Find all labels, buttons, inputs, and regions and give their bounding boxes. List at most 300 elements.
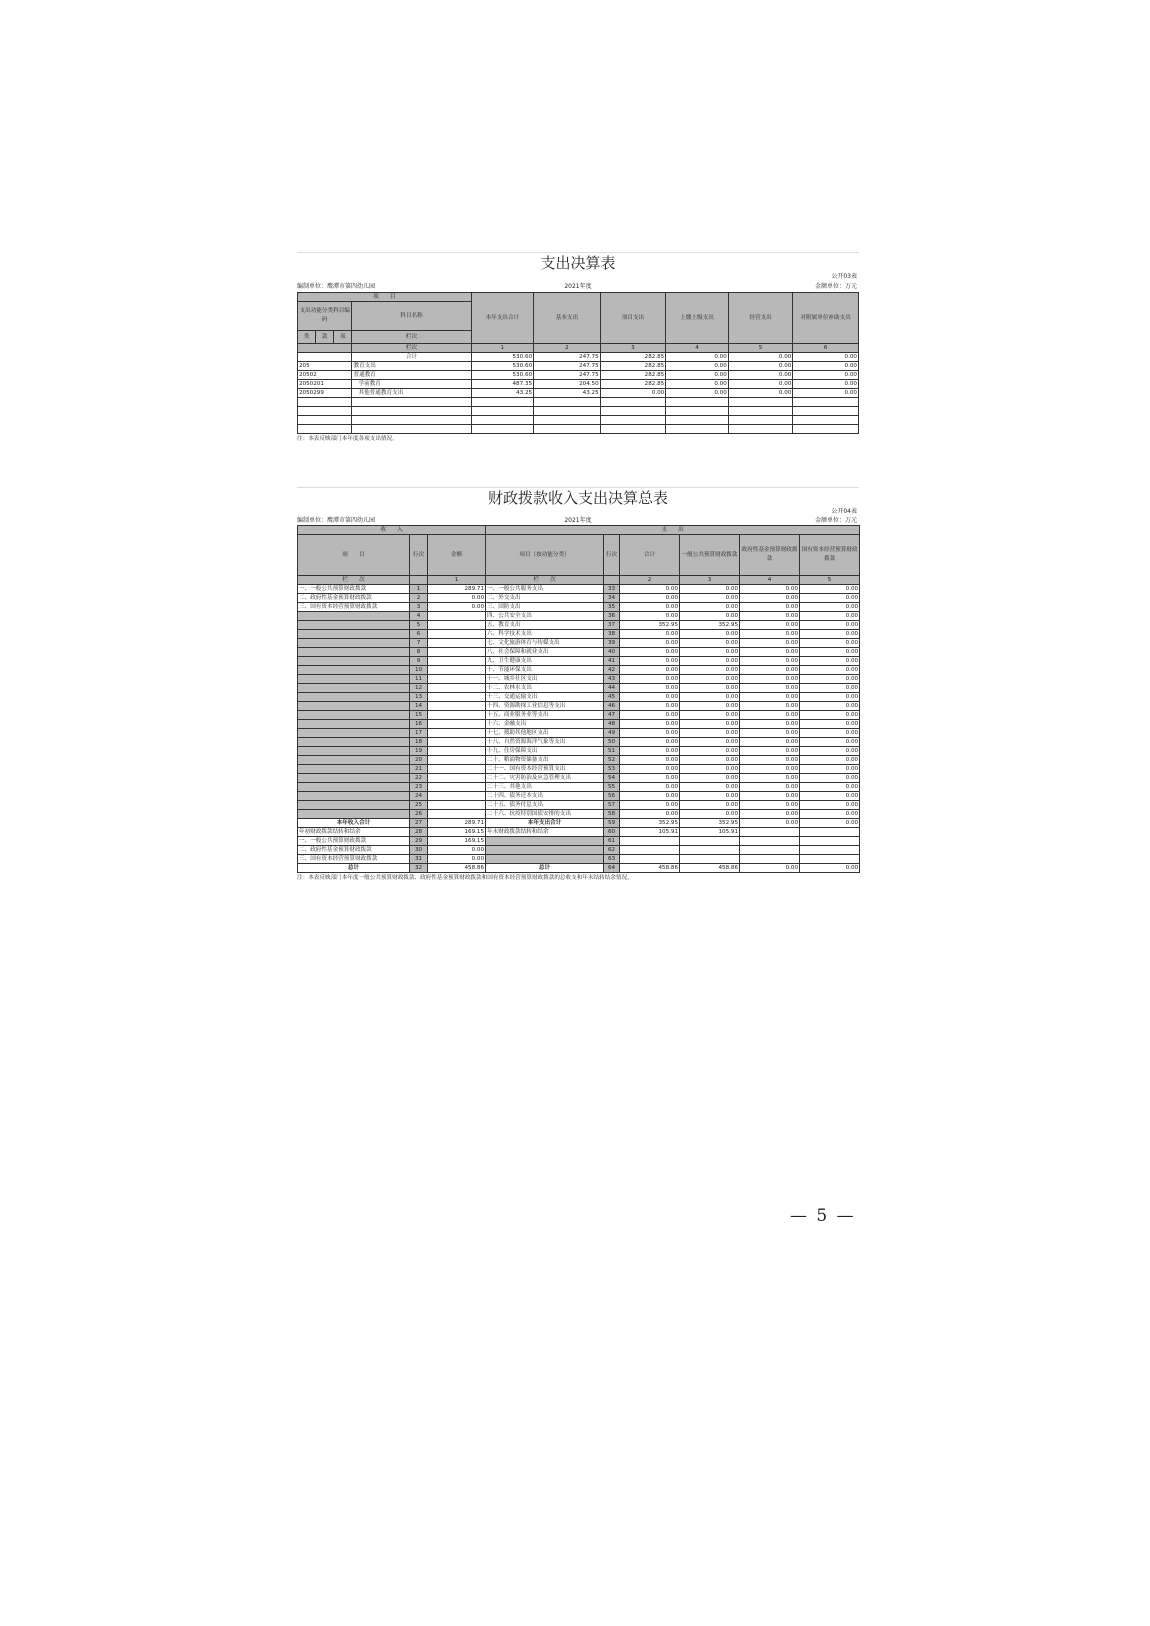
table-cell: 0.00 [620,630,680,639]
table-cell [298,711,410,720]
table-cell: 0.00 [800,621,860,630]
table-cell: 七、文化旅游体育与传媒支出 [486,639,604,648]
table-cell [428,720,486,729]
table-cell: 0.00 [620,792,680,801]
table-cell: 0.00 [740,639,800,648]
table-row [298,594,860,603]
table-cell: 0.00 [620,810,680,819]
table-cell [428,801,486,810]
table-row [298,675,860,684]
expenditure-table [297,292,859,434]
table-cell: 48 [604,720,620,729]
table-cell: 0.00 [740,792,800,801]
table-cell: 二十二、灾害防治及应急管理支出 [486,774,604,783]
table-cell: 39 [604,639,620,648]
table-cell: 十九、住房保障支出 [486,747,604,756]
table-row [298,810,860,819]
compiling-unit: 编制单位：鹰潭市第四幼儿园 [297,283,376,290]
table-cell: 52 [604,756,620,765]
table-cell: 一、一般公共预算财政拨款 [298,585,410,594]
table-cell: 0.00 [740,729,800,738]
table-cell: 289.71 [428,585,486,594]
carry-over-row: 年初财政拨款结转和结余 28 169.15 年末财政拨款结转和结余 60 105.91 105.91 [298,828,860,837]
table-cell [298,765,410,774]
header-code: 支出功能分类科目编码 [298,302,352,331]
table-cell: 37 [604,621,620,630]
table-row: 2050201 学前教育 487.35 204.50 282.85 0.00 0.00 0.00 [299,381,857,387]
table-cell: 34 [604,594,620,603]
table-cell: 0.00 [740,621,800,630]
table-cell: 0.00 [680,693,740,702]
table-cell [298,621,410,630]
header-amount: 金额 [428,535,486,576]
table-cell: 二、外交支出 [486,594,604,603]
table-cell: 0.00 [740,594,800,603]
table-cell: 51 [604,747,620,756]
table-row [298,792,860,801]
table-cell: 二十一、国有资本经营预算支出 [486,765,604,774]
table-cell [298,684,410,693]
header-col: 一般公共预算财政拨款 [680,535,740,576]
table-cell: 二十六、抗疫特别国债安排的支出 [486,810,604,819]
header-col: 项目支出 [600,293,666,344]
table-row [298,621,860,630]
table-row: 205 教育支出 530.60 247.75 282.85 0.00 0.00 0.00 [299,363,857,369]
table-cell: 0.00 [740,711,800,720]
table-cell: 0.00 [680,792,740,801]
money-unit: 金额单位：万元 [814,283,857,290]
table-cell: 0.00 [800,603,860,612]
table-cell: 0.00 [800,693,860,702]
table-cell: 0.00 [740,612,800,621]
table-cell: 38 [604,630,620,639]
table-cell: 0.00 [620,666,680,675]
fiscal-allocation-summary [297,487,859,883]
table-cell: 26 [410,810,428,819]
table-cell: 56 [604,792,620,801]
table-cell: 九、卫生健康支出 [486,657,604,666]
table-cell: 49 [604,729,620,738]
table-cell: 1 [410,585,428,594]
fiscal-year: 2021年度 [564,517,592,524]
table-cell: 0.00 [620,585,680,594]
table-cell [428,783,486,792]
header-col: 基本支出 [534,293,601,344]
table-cell: 36 [604,612,620,621]
table-title: 财政拨款收入支出决算总表 [297,487,859,508]
table-cell: 0.00 [800,774,860,783]
table-cell: 0.00 [800,765,860,774]
table-cell: 二十四、债务还本支出 [486,792,604,801]
table-cell: 9 [410,657,428,666]
table-cell: 43 [604,675,620,684]
table-cell [428,675,486,684]
table-cell [428,756,486,765]
column-number-row: 栏次 1 2 3 4 5 6 [298,344,859,353]
table-cell: 0.00 [740,783,800,792]
lanci-label: 栏次 [352,344,471,353]
table-cell: 五、教育支出 [486,621,604,630]
table-title: 支出决算表 [297,252,859,273]
table-note: 注：本表反映部门本年度各项支出情况。 [297,436,398,442]
table-cell: 33 [604,585,620,594]
table-cell: 50 [604,738,620,747]
table-cell [298,756,410,765]
table-cell [298,693,410,702]
table-cell: 0.00 [740,648,800,657]
table-cell: 0.00 [740,702,800,711]
table-cell: 0.00 [620,648,680,657]
sub-row: 一、一般公共预算财政拨款 29 169.15 61 [298,837,860,846]
table-cell: 0.00 [620,783,680,792]
table-cell: 0.00 [800,684,860,693]
table-cell: 0.00 [620,711,680,720]
table-cell: 0.00 [620,765,680,774]
table-cell [428,639,486,648]
table-row [298,756,860,765]
table-cell: 13 [410,693,428,702]
table-cell: 0.00 [800,630,860,639]
table-cell: 11 [410,675,428,684]
table-cell [428,747,486,756]
table-cell: 0.00 [680,666,740,675]
table-cell: 0.00 [740,810,800,819]
table-cell: 三、国有资本经营预算财政拨款 [298,603,410,612]
table-row [298,585,860,594]
table-cell: 0.00 [620,774,680,783]
table-row [298,729,860,738]
table-row [298,639,860,648]
table-cell: 0.00 [740,801,800,810]
table-cell: 0.00 [800,711,860,720]
table-cell: 0.00 [740,630,800,639]
header-item: 项 目 [298,293,472,302]
table-row [298,657,860,666]
table-cell: 53 [604,765,620,774]
table-cell: 0.00 [620,684,680,693]
table-cell: 0.00 [620,702,680,711]
table-cell: 12 [410,684,428,693]
table-cell: 54 [604,774,620,783]
grand-total-row: 总计 32 458.86 总计 64 458.86 458.86 0.00 0.00 [298,864,860,873]
header-item: 项 目 [298,535,410,576]
table-cell [298,801,410,810]
table-cell [428,657,486,666]
empty-row [298,398,859,407]
table-cell: 四、公共安全支出 [486,612,604,621]
header-name: 科目名称 [352,302,471,331]
table-row [298,783,860,792]
table-cell [428,711,486,720]
table-cell: 20 [410,756,428,765]
table-cell: 0.00 [800,810,860,819]
table-cell: 0.00 [680,639,740,648]
table-cell: 二十、粮油物资储备支出 [486,756,604,765]
table-cell: 0.00 [740,765,800,774]
table-cell: 0.00 [740,774,800,783]
table-cell: 十八、自然资源海洋气象等支出 [486,738,604,747]
table-cell: 0.00 [620,693,680,702]
table-cell [428,765,486,774]
table-cell [298,639,410,648]
table-cell: 0.00 [800,783,860,792]
table-cell [428,684,486,693]
table-cell: 0.00 [620,639,680,648]
compiling-unit: 编制单位：鹰潭市第四幼儿园 [297,517,376,524]
table-cell: 一、一般公共服务支出 [486,585,604,594]
table-cell [298,792,410,801]
table-cell [428,810,486,819]
table-cell: 六、科学技术支出 [486,630,604,639]
table-cell: 0.00 [680,774,740,783]
table-cell [298,702,410,711]
table-cell: 0.00 [800,756,860,765]
header-xiang: 项 [334,331,352,344]
table-cell: 0.00 [740,693,800,702]
table-cell: 0.00 [620,747,680,756]
header-expense: 支 出 [486,526,860,535]
table-cell: 十六、金融支出 [486,720,604,729]
header-lei: 类 [298,331,316,344]
header-lanci: 栏次 [352,331,471,344]
table-cell: 0.00 [800,585,860,594]
table-cell [428,693,486,702]
table-row: 20502 普通教育 530.60 247.75 282.85 0.00 0.00 0.00 [299,372,857,378]
table-cell: 0.00 [680,657,740,666]
table-cell: 0.00 [800,738,860,747]
table-note: 注：本表反映部门本年度一般公共预算财政拨款、政府性基金预算财政拨款和国有资本经营预算财政拨款的总收支和年末结转结余情况。 [297,875,633,881]
table-cell [428,621,486,630]
table-cell: 7 [410,639,428,648]
header-col: 对附属单位补助支出 [793,293,859,344]
table-cell: 16 [410,720,428,729]
table-cell: 0.00 [620,612,680,621]
table-cell: 0.00 [800,792,860,801]
table-row: 2050299 其他普通教育支出 43.25 43.25 0.00 0.00 0.00 0.00 [299,390,857,396]
table-cell: 41 [604,657,620,666]
table-cell: 21 [410,765,428,774]
table-cell: 0.00 [680,630,740,639]
table-cell: 十三、交通运输支出 [486,693,604,702]
table-cell [428,738,486,747]
table-cell: 0.00 [740,675,800,684]
table-cell: 0.00 [680,675,740,684]
table-cell: 二、政府性基金预算财政拨款 [298,594,410,603]
table-cell: 352.95 [620,621,680,630]
table-cell: 24 [410,792,428,801]
empty-row [298,416,859,425]
table-row [298,693,860,702]
table-cell: 6 [410,630,428,639]
table-cell: 0.00 [800,657,860,666]
total-row: 合计 530.60 247.75 282.85 0.00 0.00 0.00 [298,353,859,362]
table-cell: 0.00 [680,585,740,594]
table-cell: 0.00 [680,594,740,603]
table-cell: 0.00 [680,720,740,729]
table-cell: 0.00 [620,801,680,810]
header-col: 经营支出 [728,293,793,344]
table-cell: 22 [410,774,428,783]
table-cell [428,612,486,621]
table-cell [298,720,410,729]
table-cell: 0.00 [620,657,680,666]
table-cell [298,747,410,756]
table-cell: 十一、城乡社区支出 [486,675,604,684]
table-cell: 0.00 [428,603,486,612]
table-row [298,612,860,621]
money-unit: 金额单位：万元 [814,517,857,524]
table-cell: 0.00 [800,648,860,657]
table-cell: 14 [410,702,428,711]
table-cell [428,729,486,738]
table-cell [298,630,410,639]
table-cell: 35 [604,603,620,612]
table-cell: 0.00 [680,684,740,693]
table-cell: 十二、农林水支出 [486,684,604,693]
table-cell: 0.00 [680,702,740,711]
table-row [298,774,860,783]
header-income: 收 入 [298,526,486,535]
table-cell: 0.00 [680,783,740,792]
table-cell: 47 [604,711,620,720]
table-cell [298,738,410,747]
header-hangci: 行次 [604,535,620,576]
table-cell: 0.00 [740,666,800,675]
table-cell: 0.00 [740,756,800,765]
table-cell: 0.00 [620,729,680,738]
page-number: — 5 — [790,1206,856,1226]
table-cell: 25 [410,801,428,810]
table-cell: 4 [410,612,428,621]
table-cell: 三、国防支出 [486,603,604,612]
table-cell: 0.00 [800,720,860,729]
year-total-row: 本年收入合计 27 289.71 本年支出合计 59 352.95 352.95 0.00 0.00 [298,819,860,828]
table-row [298,630,860,639]
form-code: 公开03表 [831,273,857,280]
table-cell: 352.95 [680,621,740,630]
table-cell: 40 [604,648,620,657]
table-cell [298,783,410,792]
meta-row [297,516,859,525]
sub-row: 二、政府性基金预算财政拨款 30 0.00 62 [298,846,860,855]
fiscal-summary-table [297,525,860,873]
table-cell: 0.00 [620,675,680,684]
table-cell: 0.00 [680,738,740,747]
table-cell: 0.00 [740,720,800,729]
table-cell: 45 [604,693,620,702]
table-row [298,648,860,657]
table-cell: 0.00 [620,720,680,729]
header-col: 合计 [620,535,680,576]
table-cell: 十五、商业服务业等支出 [486,711,604,720]
table-row [298,747,860,756]
form-code: 公开04表 [831,508,857,515]
table-cell [428,630,486,639]
table-cell: 0.00 [800,666,860,675]
table-cell: 0.00 [428,594,486,603]
table-row [298,666,860,675]
table-cell: 3 [410,603,428,612]
table-cell: 0.00 [680,648,740,657]
table-cell: 0.00 [620,756,680,765]
table-cell: 0.00 [680,756,740,765]
table-cell: 0.00 [800,675,860,684]
table-cell: 15 [410,711,428,720]
header-col: 本年支出合计 [471,293,534,344]
table-row [298,738,860,747]
table-cell: 0.00 [740,657,800,666]
table-cell: 0.00 [740,684,800,693]
header-kuan: 款 [316,331,334,344]
table-cell: 0.00 [800,729,860,738]
table-cell: 0.00 [800,747,860,756]
table-cell: 46 [604,702,620,711]
table-cell: 0.00 [680,729,740,738]
table-cell [428,666,486,675]
empty-row [298,407,859,416]
table-cell [298,774,410,783]
table-cell: 0.00 [680,801,740,810]
table-row [298,801,860,810]
table-cell: 42 [604,666,620,675]
table-cell: 10 [410,666,428,675]
expenditure-statement [297,252,859,444]
table-cell: 十、节能环保支出 [486,666,604,675]
header-col: 国有资本经营预算财政拨款 [800,535,860,576]
table-cell [298,648,410,657]
table-cell: 0.00 [620,603,680,612]
header-hangci: 行次 [410,535,428,576]
table-row [298,603,860,612]
table-cell: 二十五、债务付息支出 [486,801,604,810]
table-cell: 44 [604,684,620,693]
table-cell: 58 [604,810,620,819]
table-cell: 0.00 [620,738,680,747]
table-cell: 19 [410,747,428,756]
table-cell: 18 [410,738,428,747]
table-cell: 0.00 [680,612,740,621]
table-cell: 十四、资源勘探工业信息等支出 [486,702,604,711]
table-cell: 57 [604,801,620,810]
table-cell: 0.00 [680,765,740,774]
table-cell [298,675,410,684]
table-cell: 0.00 [740,747,800,756]
table-cell: 23 [410,783,428,792]
table-cell [298,729,410,738]
table-cell: 八、社会保障和就业支出 [486,648,604,657]
table-cell: 十七、援助其他地区支出 [486,729,604,738]
table-cell: 二十三、其他支出 [486,783,604,792]
table-cell: 0.00 [680,747,740,756]
sub-row: 三、国有资本经营预算财政拨款 31 0.00 63 [298,855,860,864]
empty-row [298,425,859,434]
header-func: 项目（按功能分类） [486,535,604,576]
table-cell: 0.00 [800,612,860,621]
table-cell: 0.00 [800,801,860,810]
table-cell [298,810,410,819]
table-cell: 17 [410,729,428,738]
table-cell: 55 [604,783,620,792]
table-cell: 8 [410,648,428,657]
table-row [298,720,860,729]
header-col: 政府性基金预算财政拨款 [740,535,800,576]
table-cell [298,612,410,621]
table-cell: 0.00 [620,594,680,603]
table-row [298,711,860,720]
table-cell [428,648,486,657]
table-cell: 0.00 [740,603,800,612]
table-row [298,765,860,774]
